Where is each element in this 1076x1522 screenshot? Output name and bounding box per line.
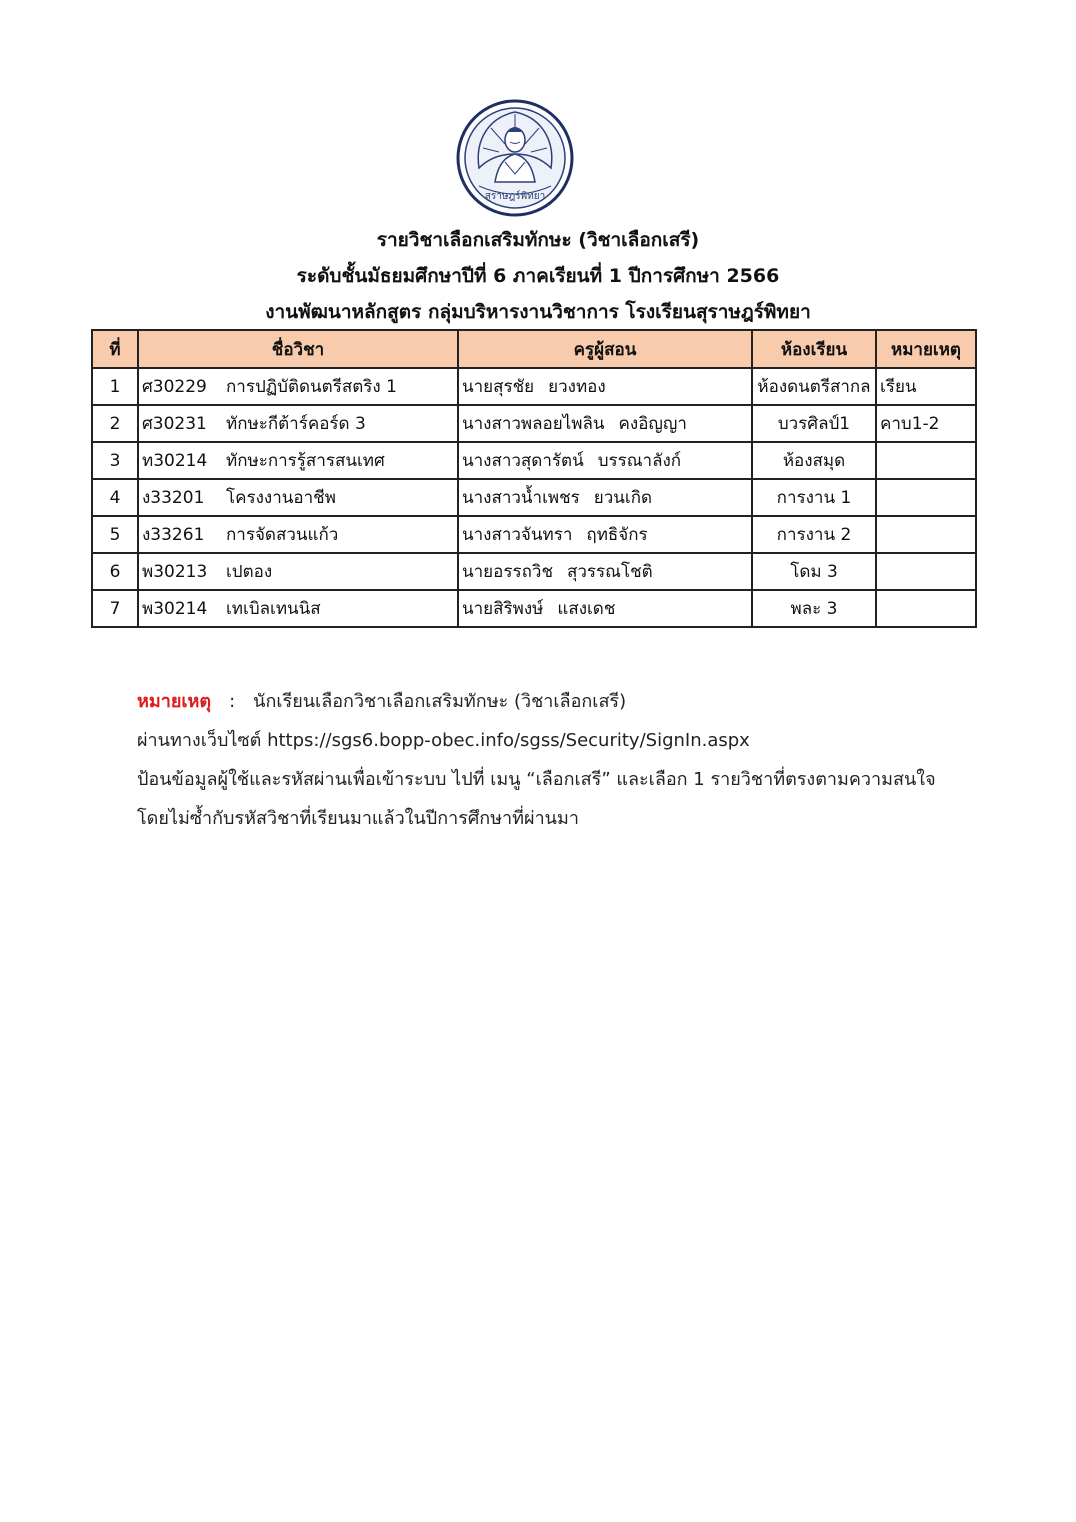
header-subtitle: ระดับชั้นมัธยมศึกษาปีที่ 6 ภาคเรียนที่ 1 ปีการศึกษา 2566 [296,265,780,287]
notes-line-4: โดยไม่ซ้ำกับรหัสวิชาที่เรียนมาแล้วในปีการศึกษาที่ผ่านมา [137,808,579,829]
notes-line-2: ผ่านทางเว็บไซต์ https://sgs6.bopp-obec.info/sgss/Security/SignIn.aspx [137,730,750,751]
teacher-first-name: นายสิริพงษ์ [462,599,544,619]
header-department: งานพัฒนาหลักสูตร กลุ่มบริหารงานวิชาการ โรงเรียนสุราษฎร์พิทยา [265,301,811,323]
teacher-last-name: สุวรรณโชติ [566,562,653,582]
subject-name: เทเบิลเทนนิส [226,599,321,619]
subject-code: ศ30229 [142,377,207,397]
table-header-row [92,330,976,368]
subject-cell [138,405,458,442]
teacher-cell [458,368,752,405]
teacher-cell [458,479,752,516]
room-cell: ห้องดนตรีสากล [752,368,876,405]
teacher-first-name: นายอรรถวิช [462,562,553,582]
header-title: รายวิชาเลือกเสริมทักษะ (วิชาเลือกเสรี) [376,229,700,251]
row-number: 7 [92,590,138,627]
subject-code: ศ30231 [142,414,207,434]
subject-name: เปตอง [226,562,273,582]
room-cell: ห้องสมุด [752,442,876,479]
subject-name: ทักษะการรู้สารสนเทศ [226,451,385,471]
teacher-last-name: ยวนเกิด [593,488,653,508]
subject-cell [138,368,458,405]
column-header-note: หมายเหตุ [876,330,976,368]
teacher-cell [458,405,752,442]
table-row [92,479,976,516]
document-header [0,222,1076,330]
room-cell: บวรศิลป์1 [752,405,876,442]
row-number: 6 [92,553,138,590]
subject-name: การจัดสวนแก้ว [226,525,339,545]
table-row [92,442,976,479]
subject-code: ง33201 [142,488,205,508]
note-cell: เรียน [876,368,976,405]
column-header-teacher: ครูผู้สอน [458,330,752,368]
teacher-first-name: นางสาวสุดารัตน์ [462,451,584,471]
subject-cell [138,479,458,516]
subject-code: พ30214 [142,599,208,619]
teacher-cell [458,553,752,590]
teacher-cell [458,516,752,553]
logo-caption: สุราษฎร์พิทยา [484,191,546,202]
column-header-no: ที่ [92,330,138,368]
subject-code: ท30214 [142,451,208,471]
teacher-cell [458,590,752,627]
teacher-last-name: แสงเดช [557,599,616,619]
row-number: 2 [92,405,138,442]
teacher-last-name: คงอิญญา [618,414,687,434]
subject-cell [138,553,458,590]
table-row [92,368,976,405]
table-row [92,553,976,590]
subject-cell [138,516,458,553]
notes-line-1: นักเรียนเลือกวิชาเลือกเสริมทักษะ (วิชาเลือกเสรี) [253,691,627,712]
row-number: 1 [92,368,138,405]
column-header-subject: ชื่อวิชา [138,330,458,368]
note-cell [876,590,976,627]
note-cell [876,479,976,516]
notes-line-3: ป้อนข้อมูลผู้ใช้และรหัสผ่านเพื่อเข้าระบบ ไปที่ เมนู “เลือกเสรี” และเลือก 1 รายวิชาที่ตรงตามความสนใจ [137,769,936,790]
notes-first-line [137,682,936,721]
room-cell: การงาน 1 [752,479,876,516]
notes-section [137,682,936,838]
course-table [91,329,977,628]
teacher-last-name: ฤทธิจักร [586,525,648,545]
note-cell [876,442,976,479]
room-cell: การงาน 2 [752,516,876,553]
teacher-last-name: บรรณาลังก์ [597,451,682,471]
school-logo [455,98,575,218]
row-number: 4 [92,479,138,516]
table-row [92,405,976,442]
table-row [92,516,976,553]
note-cell: คาบ1-2 [876,405,976,442]
subject-code: ง33261 [142,525,205,545]
subject-name: ทักษะกีต้าร์คอร์ด 3 [226,414,366,434]
teacher-last-name: ยวงทอง [548,377,606,397]
teacher-first-name: นางสาวจันทรา [462,525,573,545]
teacher-first-name: นางสาวน้ำเพชร [462,488,580,508]
subject-code: พ30213 [142,562,208,582]
column-header-room: ห้องเรียน [752,330,876,368]
row-number: 5 [92,516,138,553]
notes-label: หมายเหตุ [137,691,212,712]
subject-cell [138,442,458,479]
teacher-cell [458,442,752,479]
row-number: 3 [92,442,138,479]
subject-cell [138,590,458,627]
note-cell [876,553,976,590]
teacher-first-name: นายสุรชัย [462,377,535,397]
room-cell: โดม 3 [752,553,876,590]
note-cell [876,516,976,553]
notes-colon: : [229,691,236,712]
subject-name: โครงงานอาชีพ [226,488,336,508]
room-cell: พละ 3 [752,590,876,627]
table-row [92,590,976,627]
teacher-first-name: นางสาวพลอยไพลิน [462,414,605,434]
subject-name: การปฏิบัติดนตรีสตริง 1 [226,377,397,397]
